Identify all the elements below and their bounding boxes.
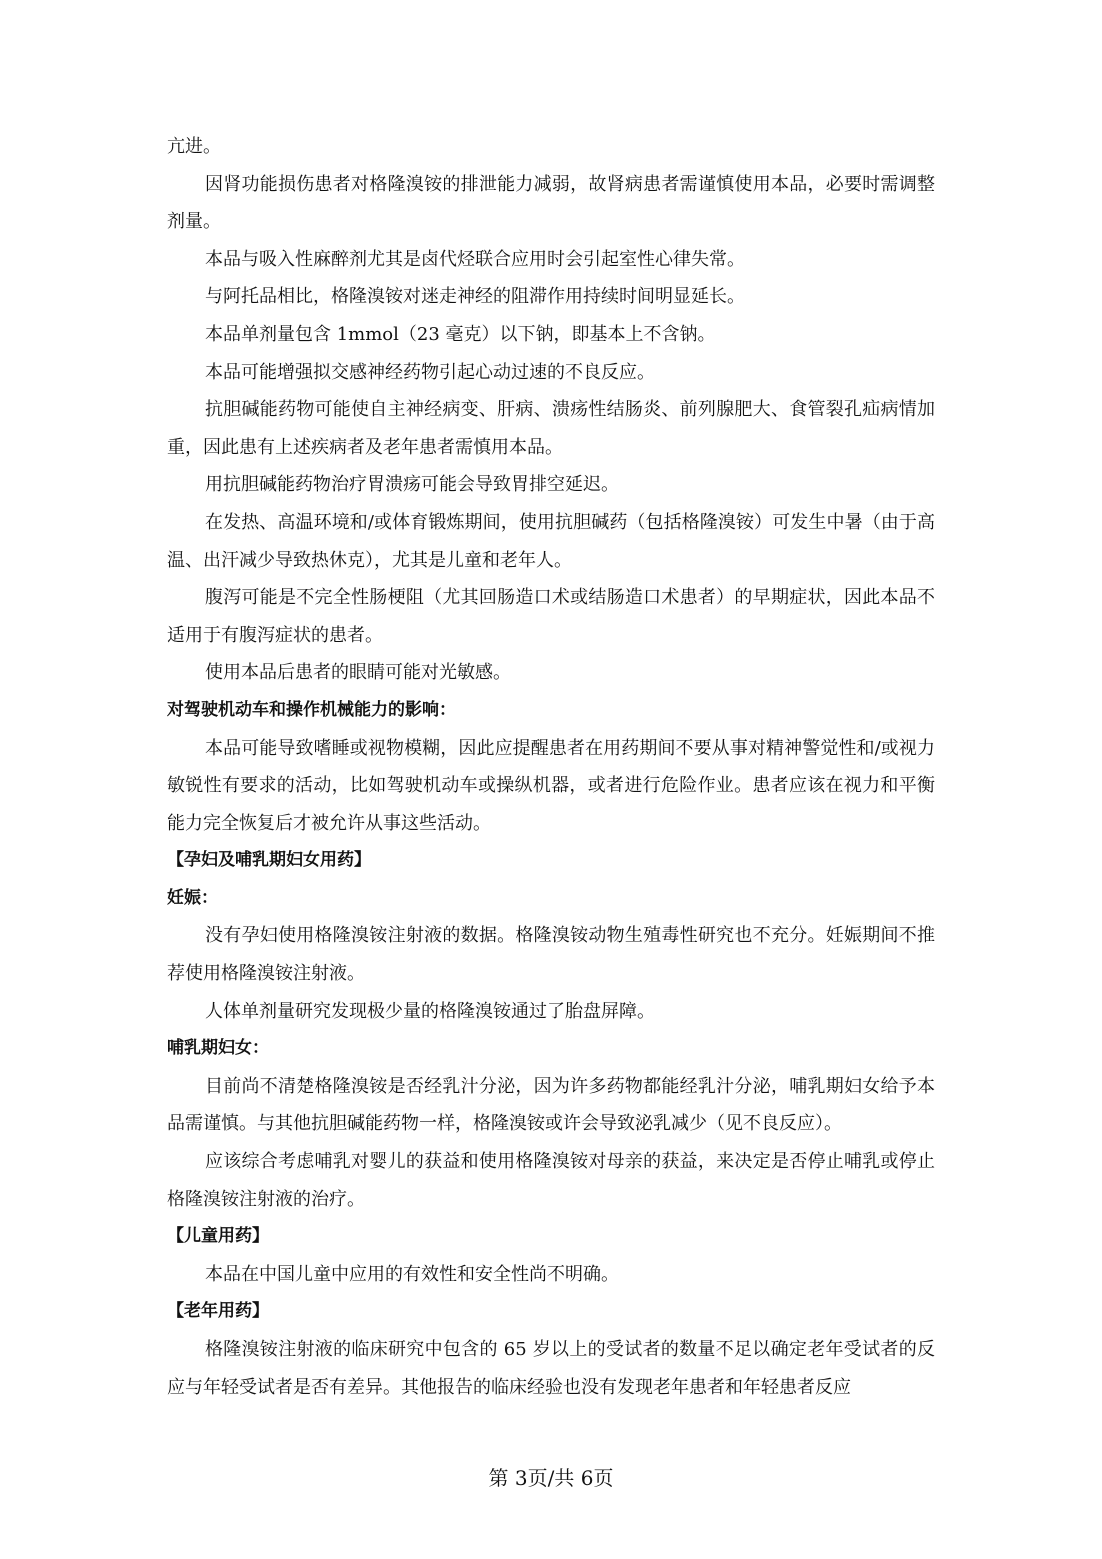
paragraph: 用抗胆碱能药物治疗胃溃疡可能会导致胃排空延迟。: [205, 474, 619, 496]
paragraph: 抗胆碱能药物可能使自主神经病变、肝病、溃疡性结肠炎、前列腺肥大、食管裂孔疝病情加重，因此患有上述疾病者及老年患者需慎用本品。: [167, 399, 935, 458]
paragraph: 腹泻可能是不完全性肠梗阻（尤其回肠造口术或结肠造口术患者）的早期症状，因此本品不适用于有腹泻症状的患者。: [167, 587, 935, 646]
paragraph: 目前尚不清楚格隆溴铵是否经乳汁分泌，因为许多药物都能经乳汁分泌，哺乳期妇女给予本品需谨慎。与其他抗胆碱能药物一样，格隆溴铵或许会导致泌乳减少（见不良反应）。: [167, 1075, 935, 1135]
paragraph: 应该综合考虑哺乳对婴儿的获益和使用格隆溴铵对母亲的获益，来决定是否停止哺乳或停止格隆溴铵注射液的治疗。: [167, 1151, 935, 1210]
paragraph: 格隆溴铵注射液的临床研究中包含的 65 岁以上的受试者的数量不足以确定老年受试者的反应与年轻受试者是否有差异。其他报告的临床经验也没有发现老年患者和年轻患者反应: [167, 1339, 935, 1398]
paragraph: 亢进。: [167, 136, 221, 157]
paragraph: 使用本品后患者的眼睛可能对光敏感。: [205, 662, 511, 684]
paragraph: 人体单剂量研究发现极少量的格隆溴铵通过了胎盘屏障。: [205, 1000, 655, 1022]
paragraph: 本品可能导致嗜睡或视物模糊，因此应提醒患者在用药期间不要从事对精神警觉性和/或视力敏锐性有要求的活动，比如驾驶机动车或操纵机器，或者进行危险作业。患者应该在视力和平衡能力完全恢复后才被允许从事这些活动。: [167, 737, 935, 834]
section-heading-driving: 对驾驶机动车和操作机械能力的影响：: [167, 699, 456, 720]
subheading-lactation: 哺乳期妇女：: [167, 1038, 269, 1059]
paragraph: 本品可能增强拟交感神经药物引起心动过速的不良反应。: [205, 361, 655, 383]
paragraph: 没有孕妇使用格隆溴铵注射液的数据。格隆溴铵动物生殖毒性研究也不充分。妊娠期间不推荐使用格隆溴铵注射液。: [167, 925, 935, 985]
paragraph: 因肾功能损伤患者对格隆溴铵的排泄能力减弱，故肾病患者需谨慎使用本品，必要时需调整剂量。: [167, 173, 935, 233]
paragraph: 本品与吸入性麻醉剂尤其是卤代烃联合应用时会引起室性心律失常。: [205, 248, 745, 270]
section-heading-geriatric: 【老年用药】: [167, 1301, 269, 1322]
paragraph: 在发热、高温环境和/或体育锻炼期间，使用抗胆碱药（包括格隆溴铵）可发生中暑（由于高温、出汗减少导致热休克），尤其是儿童和老年人。: [167, 511, 935, 571]
page-number-footer: 第 3页/共 6页: [488, 1466, 614, 1490]
paragraph: 本品单剂量包含 1mmol（23 毫克）以下钠，即基本上不含钠。: [205, 323, 716, 345]
subheading-pregnancy: 妊娠：: [167, 887, 218, 908]
section-heading-pregnancy-lactation: 【孕妇及哺乳期妇女用药】: [167, 850, 371, 871]
section-heading-pediatric: 【儿童用药】: [167, 1226, 269, 1247]
document-body: [167, 128, 935, 1406]
paragraph: 本品在中国儿童中应用的有效性和安全性尚不明确。: [205, 1263, 619, 1285]
paragraph: 与阿托品相比，格隆溴铵对迷走神经的阻滞作用持续时间明显延长。: [205, 286, 745, 308]
